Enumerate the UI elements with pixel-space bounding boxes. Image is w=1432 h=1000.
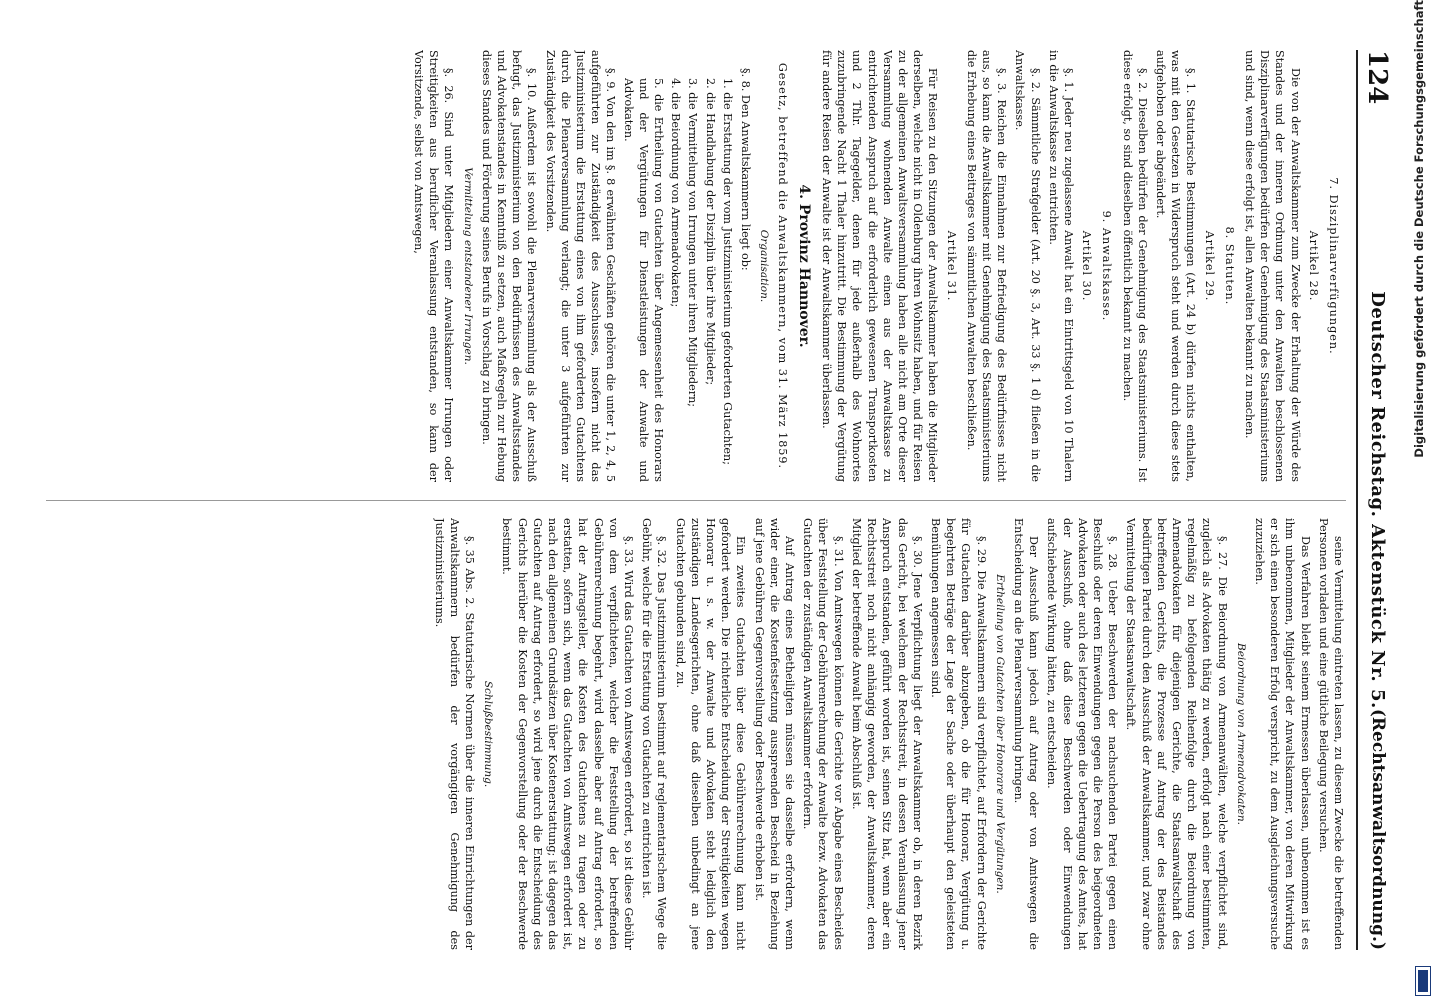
- left-section-heading-8: Artikel 30.: [1080, 230, 1094, 302]
- left-section-heading-1: Artikel 28.: [1306, 230, 1320, 302]
- page-number: 124: [1362, 50, 1392, 105]
- left-paragraph-10: §. 2. Sämmtliche Strafgelder (Art. 20 §. 3, Art. 33 §. 1 d) fließen in die Anwaltskasse.: [1013, 50, 1042, 482]
- left-subheading-16: Organisation.: [758, 229, 771, 303]
- left-list-item-22: 5. die Ertheilung von Gutachten über Angemessenheit des Honorars und der Vergütungen für Dienstleistungen der Anwalte und Advokaten.: [621, 78, 666, 482]
- right-paragraph-8: §. 30. Jene Verpflichtung liegt der Anwaltskammer ob, in deren Bezirk das Gericht, bei welchem der Rechtsstreit, in dessen Veranlassung jener Anspruch entstanden, geführt worden ist, seinen Sitz hat, wenn aber ein Rechtsstreit noch nicht anhängig geworden, der Anwaltskammer, deren Mitglied der betreffende Anwalt beim Abschluß ist.: [849, 518, 924, 950]
- left-paragraph-23: §. 9. Von den im §. 8 erwähnten Geschäften gehören die unter 1, 2, 4, 5 aufgeführten zur Zuständigkeit des Ausschusses, insofern nicht das Justizministerium die Erstattung eines von ihm geforderten Gutachtens durch die Plenarversammlung verlangt; die unter 3 aufgeführten zur Zuständigkeit des Vorsitzenden.: [543, 50, 618, 482]
- right-paragraph-0: seine Vermittelung eintreten lassen, zu diesem Zwecke die betreffenden Personen vorladen und eine gütliche Beilegung versuchen.: [1316, 518, 1345, 950]
- left-paragraph-17: §. 8. Den Anwaltskammern liegt ob:: [739, 68, 753, 271]
- right-text-column: [16, 518, 1346, 950]
- left-paragraph-24: §. 10. Außerdem ist sowohl die Plenarversammlung als der Ausschuß befugt, das Justizministerium von den Bedürfnissen des Anwaltsstandes und Advokatenstandes in Kenntniß zu setzen, auch Maßregeln zur Hebung dieses Standes und Förderung seines Berufs in Vorschlag zu bringen.: [479, 50, 539, 482]
- right-paragraph-10: Auf Antrag eines Betheiligten müssen sie dasselbe erfordern, wenn wider einer, die Kostenfestsetzung ausspreenden Bescheid in Beziehung auf jene Gebühren Gegenvorstellung oder Beschwerde erhoben ist.: [752, 518, 797, 950]
- digitization-credit: [1408, 0, 1432, 1000]
- right-subheading-14: Schlußbestimmung.: [482, 680, 495, 788]
- digitization-credit-text: Digitalisierung gefördert durch die Deutsche Forschungsgemeinschaft: [1412, 0, 1426, 458]
- right-paragraph-12: §. 32. Das Justizministerium bestimmt auf reglementarischem Wege die Gebühr, welche für die Erstattung von Gutachten zu entrichten ist.: [640, 518, 669, 950]
- right-paragraph-15: §. 35 Abs. 2. Statutarische Normen über die inneren Einrichtungen der Anwaltskammern bedürfen der vorgängigen Genehmigung des Justizministeriums.: [432, 518, 477, 950]
- left-list-item-18: 1. die Erstattung der vom Justizministerium geforderten Gutachten;: [720, 78, 734, 466]
- left-major-heading-14: 4. Provinz Hannover.: [795, 184, 812, 348]
- running-title: Deutscher Reichstag. Aktenstück Nr. 5.: [1367, 291, 1388, 709]
- rotated-document-page: [0, 20, 1392, 980]
- left-list-item-21: 4. die Beiordnung von Armenadvokaten;: [669, 78, 683, 308]
- left-section-heading-7: 9. Anwaltskasse.: [1100, 210, 1114, 322]
- left-section-heading-12: Artikel 31.: [944, 230, 958, 302]
- left-subheading-25: Vermittelung entstandener Irrungen.: [461, 167, 474, 365]
- left-paragraph-5: §. 1. Statutarische Bestimmungen (Art. 24 b) dürfen nichts enthalten, was mit den Gesetzen in Widerspruch steht und werden durch diese stets aufgehoben oder abgeändert.: [1153, 50, 1198, 482]
- right-paragraph-9: §. 31. Von Amtswegen können die Gerichte vor Abgabe eines Bescheides über Feststellung der Gebührenrechnung der Anwalte bezw. Advokaten das Gutachten der zuständigen Anwaltskammer erfordern.: [801, 518, 845, 950]
- right-paragraph-4: §. 28. Ueber Beschwerden der nachsuchenden Partei gegen einen Beschluß oder deren Einwendungen gegen die Person des beigeordneten Advokaten oder auch des letzteren gegen die Uebertragung des Amtes, hat der Ausschuß, ohne daß diese Beschwerden oder Einwendungen aufschiebende Wirkung hätten, zu entscheiden.: [1045, 518, 1120, 950]
- right-paragraph-11: Ein zweites Gutachten über diese Gebührenrechnung kann nicht gefordert werden. Die richterliche Entscheidung der Streitigkeiten wegen Honorar u. s. w. der Anwalte und Advokaten steht lediglich den zuständigen Landesgerichten, ohne daß dieselben unbedingt an jene Gutachten gebunden sind, zu.: [673, 518, 748, 950]
- dfg-logo-icon: [1415, 966, 1431, 996]
- left-list-item-19: 2. die Handhabung der Disziplin über ihre Mitglieder;: [703, 78, 717, 386]
- right-paragraph-5: Der Ausschuß kann jedoch auf Antrag oder von Amtswegen die Entscheidung an die Plenarversammlung bringen.: [1011, 518, 1041, 950]
- right-subheading-6: Ertheilung von Gutachten über Honorare und Vergütungen.: [993, 574, 1006, 894]
- left-section-heading-4: Artikel 29.: [1202, 230, 1216, 302]
- running-title-right: (Rechtsanwaltsordnung.): [1368, 708, 1388, 950]
- left-section-heading-3: 8. Statuten.: [1222, 226, 1236, 306]
- column-divider: [46, 500, 1346, 501]
- right-paragraph-1: Das Verfahren bleibt seinem Ermessen überlassen, unbenommen ist es ihm unbenommen, Mitglieder der Anwaltskammer, von deren Mitwirkung er sich einen besonderen Erfolg verspricht, zu dem Ausgleichungsversuche zuzuziehen.: [1252, 518, 1312, 950]
- left-section-heading-15: Gesetz, betreffend die Anwaltskammern, vom 31. März 1859.: [776, 62, 790, 470]
- left-paragraph-13: Für Reisen zu den Sitzungen der Anwaltskammer haben die Mitglieder derselben, welche nicht in Oldenburg ihren Wohnsitz haben, und für Reisen zu der allgemeinen Anwaltsversammlung haben alle nicht am Orte dieser Versammlung wohnenden Anwalte einen aus der Anwaltskasse zu entrichtenden Anspruch auf die erforderlich gewesenen Transportkosten und 2 Thlr. Tagegelder, denen für jede außerhalb des Wohnortes zuzubringende Nacht 1 Thaler hinzutritt. Die Bestimmung der Vergütung für andere Reisen der Anwalte ist der Anwaltskammer überlassen.: [819, 50, 940, 482]
- left-paragraph-9: §. 1. Jeder neu zugelassene Anwalt hat ein Eintrittsgeld von 10 Thalern in die Anwaltskasse zu entrichten.: [1046, 50, 1075, 482]
- page-header: [1356, 50, 1392, 950]
- left-list-item-20: 3. die Vermittelung von Irrungen unter ihren Mitgliedern;: [686, 78, 700, 408]
- left-paragraph-2: Die von der Anwaltskammer zum Zwecke der Erhaltung der Würde des Standes und der inneren Ordnung unter den Anwalten beschlossenen Disziplinarverfügungen bedürfen der Genehmigung des Staatsministeriums und sind, wenn diese erfolgt ist, allen Anwalten bekannt zu machen.: [1242, 50, 1302, 482]
- right-paragraph-13: §. 33. Wird das Gutachten von Amtswegen erfordert, so ist diese Gebühr von dem verpflichteten, welcher die Feststellung der betreffenden Gebührenrechnung begehrt, wird dasselbe aber auf Antrag erfordert, so hat der Antragsteller, die Kosten des Gutachtens zu tragen oder zu erstatten, sofern sich, wenn das Gutachten von Amtswegen erfordert ist, nach den allgemeinen Grundsätzen über Kostenerstattung; ist dagegen das Gutachten auf Antrag erfordert, so wird jene durch die Entscheidung des Gerichts hierüber die Kosten der Gegenvorstellung oder der Beschwerde bestimmt.: [500, 518, 636, 950]
- left-paragraph-11: §. 3. Reichen die Einnahmen zur Befriedigung des Bedürfnisses nicht aus, so kann die Anwaltskammer mit Genehmigung des Staatsministeriums die Erhebung eines Beitrages von sämmtlichen Anwalten beschließen.: [964, 50, 1009, 482]
- right-paragraph-7: §. 29. Die Anwaltskammern sind verpflichtet, auf Erfordern der Gerichte für Gutachten darüber abzugeben, ob die für Honorar, Vergütung u. begehrten Beträge der Lage der Sache oder überhaupt den geleisteten Bemühungen angemessen sind.: [928, 518, 988, 950]
- left-section-heading-0: 7. Disziplinarverfügungen.: [1327, 177, 1340, 355]
- left-text-column: [16, 50, 1346, 482]
- left-paragraph-6: §. 2. Dieselben bedürfen der Genehmigung des Staatsministeriums. Ist diese erfolgt, so sind dieselben öffentlich bekannt zu machen.: [1120, 50, 1149, 482]
- right-subheading-2: Beiordnung von Armenadvokaten.: [1234, 643, 1247, 825]
- left-paragraph-26: §. 26. Sind unter Mitgliedern einer Anwaltskammer Irrungen oder Streitigkeiten aus beruflicher Veranlassung entstanden, so kann der Vorsitzende, selbst von Amtswegen,: [412, 50, 456, 482]
- right-paragraph-3: §. 27. Die Beiordnung von Armenanwälten, welche verpflichtet sind, zugleich als Advokaten thätig zu werden, erfolgt nach einer bestimmten, regelmäßig zu befolgenden Reihenfolge durch die Beiordnung von Armenadvokaten für diejenigen Gerichte, die Staatsanwaltschaft des betreffenden Gerichts, die Prozesse auf Antrag der des Beistandes bedürftigen Partei durch den Ausschuß der Anwaltskammer, und zwar ohne Vermittelung der Staatsanwaltschaft.: [1124, 518, 1229, 950]
